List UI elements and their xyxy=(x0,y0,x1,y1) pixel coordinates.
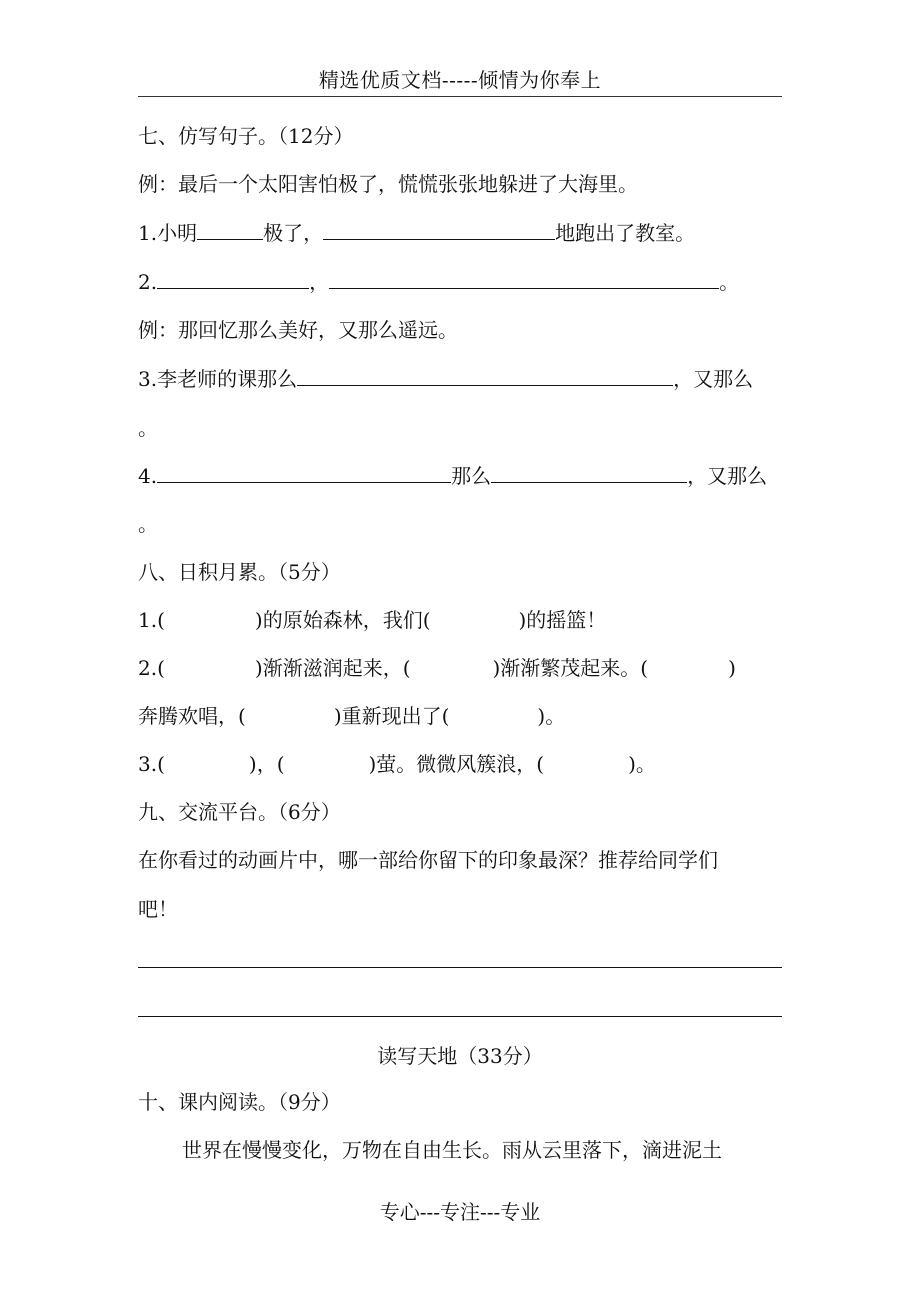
section-8-title: 八、日积月累。（5分） xyxy=(138,560,341,584)
section-9-prompt-line-2: 吧！ xyxy=(138,897,178,921)
q1-blank-2[interactable] xyxy=(323,219,555,240)
q1-blank-1[interactable] xyxy=(197,219,263,240)
q1-suffix: 地跑出了教室。 xyxy=(555,221,696,245)
q4-ending: 。 xyxy=(138,512,158,536)
q4-prefix: 4. xyxy=(138,464,158,488)
s8-q2-part-5: )重新现出了( xyxy=(333,704,450,728)
section-8-question-3 xyxy=(138,750,656,778)
answer-line-2[interactable] xyxy=(138,1016,782,1017)
s8-q1-open: 1.( xyxy=(138,608,165,632)
q2-period: 。 xyxy=(719,270,740,294)
section-7-question-3 xyxy=(138,365,753,393)
q4-middle: 那么 xyxy=(451,464,492,488)
q2-blank-2[interactable] xyxy=(329,268,719,289)
section-7-example-1: 例：最后一个太阳害怕极了，慌慌张张地躲进了大海里。 xyxy=(138,172,638,196)
s8-q1-middle: )的原始森林，我们( xyxy=(254,608,431,632)
q3-blank[interactable] xyxy=(297,365,673,386)
q3-ending: 。 xyxy=(138,416,158,440)
q3-middle: ，又那么 xyxy=(673,367,754,391)
s8-q2-part-2: )渐渐滋润起来，( xyxy=(254,656,411,680)
section-7-example-2: 例：那回忆那么美好，又那么遥远。 xyxy=(138,318,458,342)
s8-q1-end: )的摇篮！ xyxy=(518,608,607,632)
answer-line-1[interactable] xyxy=(138,967,782,968)
section-10-passage: 世界在慢慢变化，万物在自由生长。雨从云里落下，滴进泥土 xyxy=(182,1138,722,1162)
section-9-prompt-line-1: 在你看过的动画片中，哪一部给你留下的印象最深？推荐给同学们 xyxy=(138,848,718,872)
q2-blank-1[interactable] xyxy=(157,268,309,289)
s8-q3-end: )。 xyxy=(628,752,656,776)
section-7-question-2 xyxy=(138,268,739,296)
section-8-question-1 xyxy=(138,606,606,634)
s8-q2-part-3: )渐渐繁茂起来。( xyxy=(492,656,649,680)
section-7-question-4 xyxy=(138,462,767,490)
q4-suffix: ，又那么 xyxy=(687,464,768,488)
q2-prefix: 2. xyxy=(138,270,158,294)
q1-middle: 极了， xyxy=(263,221,324,245)
q4-blank-1[interactable] xyxy=(157,462,451,483)
s8-q2-close: ) xyxy=(728,656,736,680)
section-8-question-2 xyxy=(138,654,736,682)
section-9-title: 九、交流平台。（6分） xyxy=(138,800,341,824)
section-7-title: 七、仿写句子。（12分） xyxy=(138,124,354,148)
section-10-title: 十、课内阅读。（9分） xyxy=(138,1090,341,1114)
s8-q2-end: )。 xyxy=(537,704,566,728)
s8-q3-part-2: )，( xyxy=(248,752,285,776)
page-footer: 专心---专注---专业 xyxy=(379,1200,541,1224)
section-7-question-1 xyxy=(138,219,695,247)
s8-q2-open: 2.( xyxy=(138,656,165,680)
part-heading: 读写天地（33分） xyxy=(377,1044,543,1068)
page-header: 精选优质文档-----倾情为你奉上 xyxy=(318,68,602,92)
s8-q3-open: 3.( xyxy=(138,752,165,776)
q4-blank-2[interactable] xyxy=(491,462,687,483)
q3-prefix: 3.李老师的课那么 xyxy=(138,367,298,391)
q1-prefix: 1.小明 xyxy=(138,221,198,245)
section-8-question-2-cont xyxy=(138,702,565,730)
q2-comma: ， xyxy=(309,270,330,294)
s8-q2-part-4: 奔腾欢唱，( xyxy=(138,704,246,728)
s8-q3-part-3: )萤。微微风簇浪，( xyxy=(368,752,545,776)
header-divider xyxy=(138,96,782,97)
